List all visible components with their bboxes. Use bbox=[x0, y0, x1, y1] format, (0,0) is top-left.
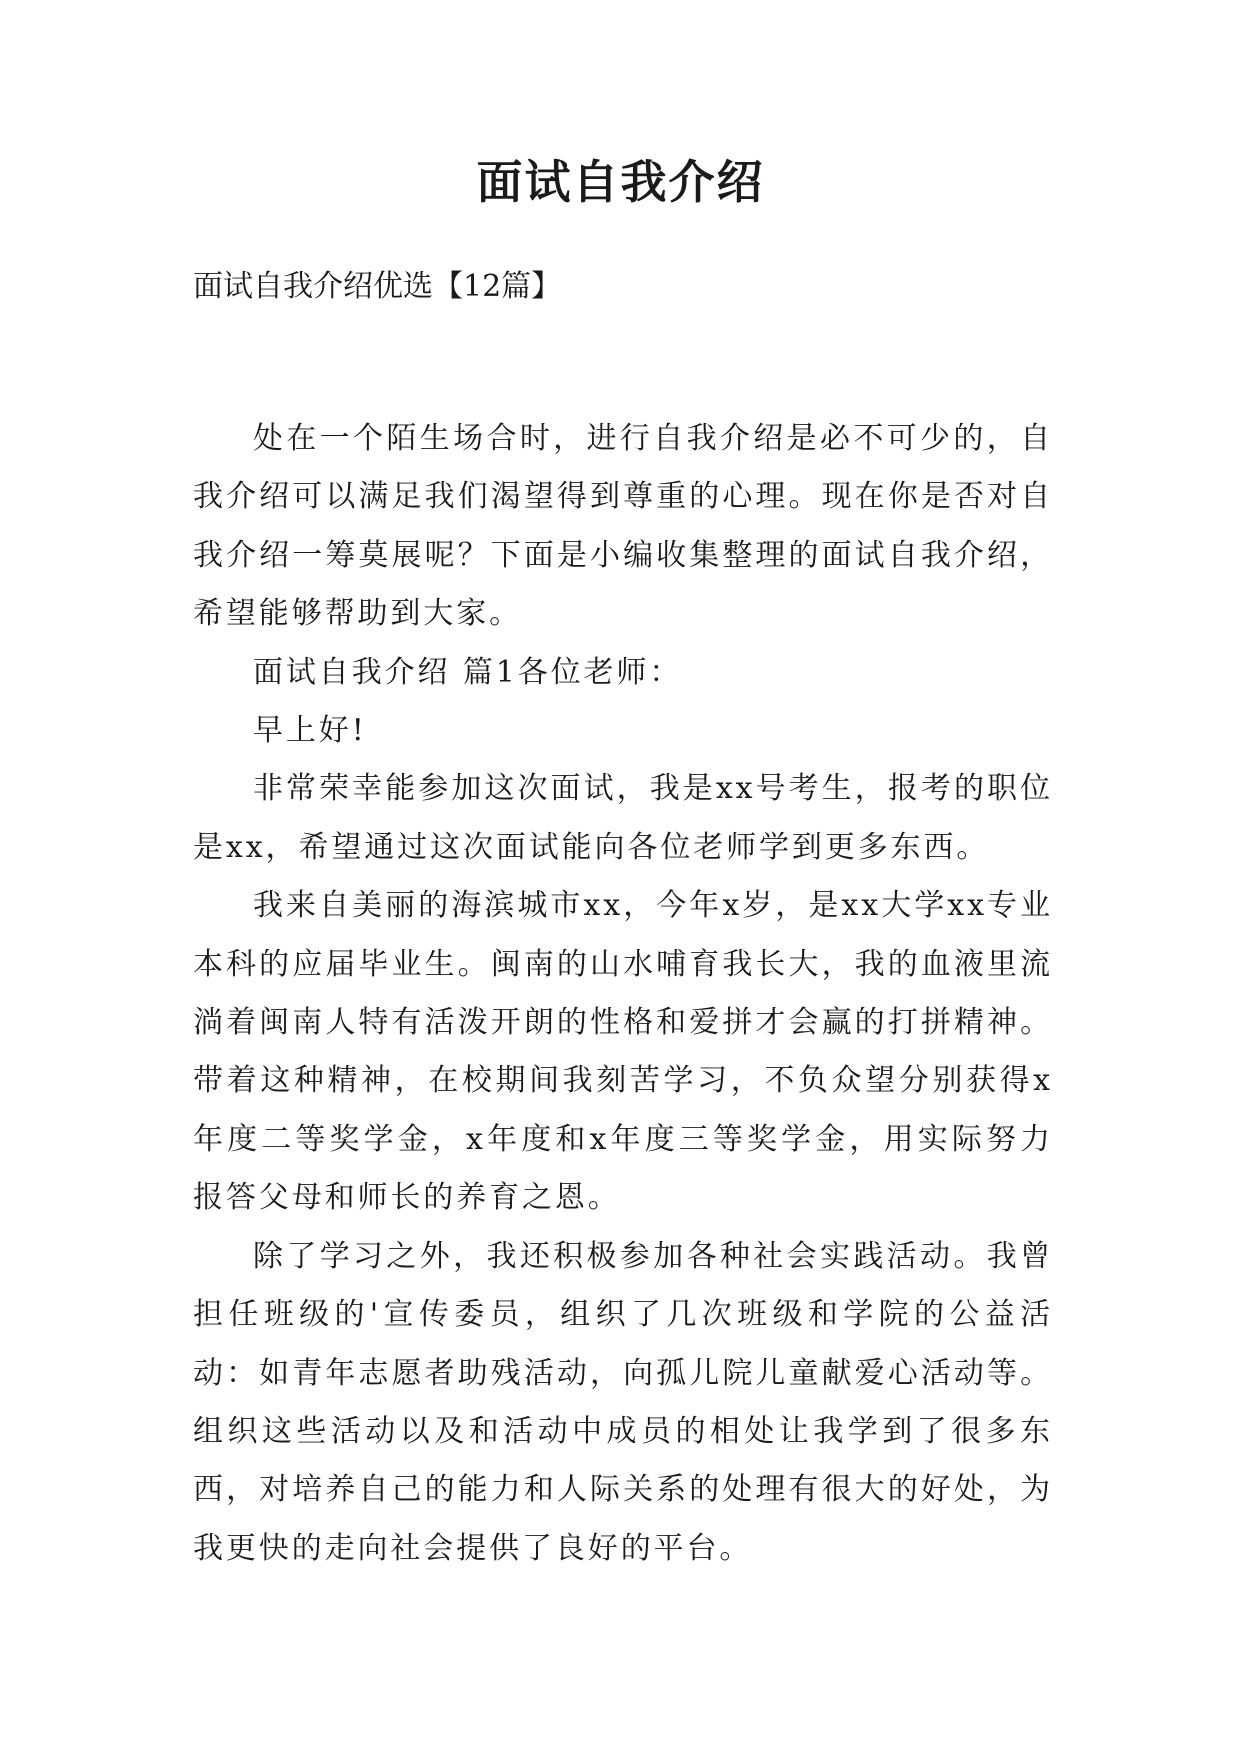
paragraph-section-heading: 面试自我介绍 篇1各位老师： bbox=[253, 654, 683, 690]
document-title: 面试自我介绍 bbox=[476, 155, 765, 209]
document-subtitle: 面试自我介绍优选【12篇】 bbox=[193, 269, 562, 304]
paragraph-intro: 处在一个陌生场合时，进行自我介绍是必不可少的，自我介绍可以满足我们渴望得到尊重的心理。现在你是否对自我介绍一筹莫展呢？下面是小编收集整理的面试自我介绍，希望能够帮助到大家。 bbox=[193, 421, 1053, 632]
paragraph: 非常荣幸能参加这次面试，我是xx号考生，报考的职位是xx，希望通过这次面试能向各位老师学到更多东西。 bbox=[193, 771, 1053, 865]
paragraph: 除了学习之外，我还积极参加各种社会实践活动。我曾担任班级的'宣传委员，组织了几次班级和学院的公益活动：如青年志愿者助残活动，向孤儿院儿童献爱心活动等。组织这些活动以及和活动中成员的相处让我学到了很多东西，对培养自己的能力和人际关系的处理有很大的好处，为我更快的走向社会提供了良好的平台。 bbox=[193, 1238, 1053, 1566]
paragraph: 我来自美丽的海滨城市xx，今年x岁，是xx大学xx专业本科的应届毕业生。闽南的山水哺育我长大，我的血液里流淌着闽南人特有活泼开朗的性格和爱拼才会赢的打拼精神。带着这种精神，在校期间我刻苦学习，不负众望分别获得x年度二等奖学金，x年度和x年度三等奖学金，用实际努力报答父母和师长的养育之恩。 bbox=[193, 888, 1053, 1216]
paragraph-greeting: 早上好! bbox=[253, 713, 367, 749]
document-body bbox=[193, 410, 1053, 1578]
